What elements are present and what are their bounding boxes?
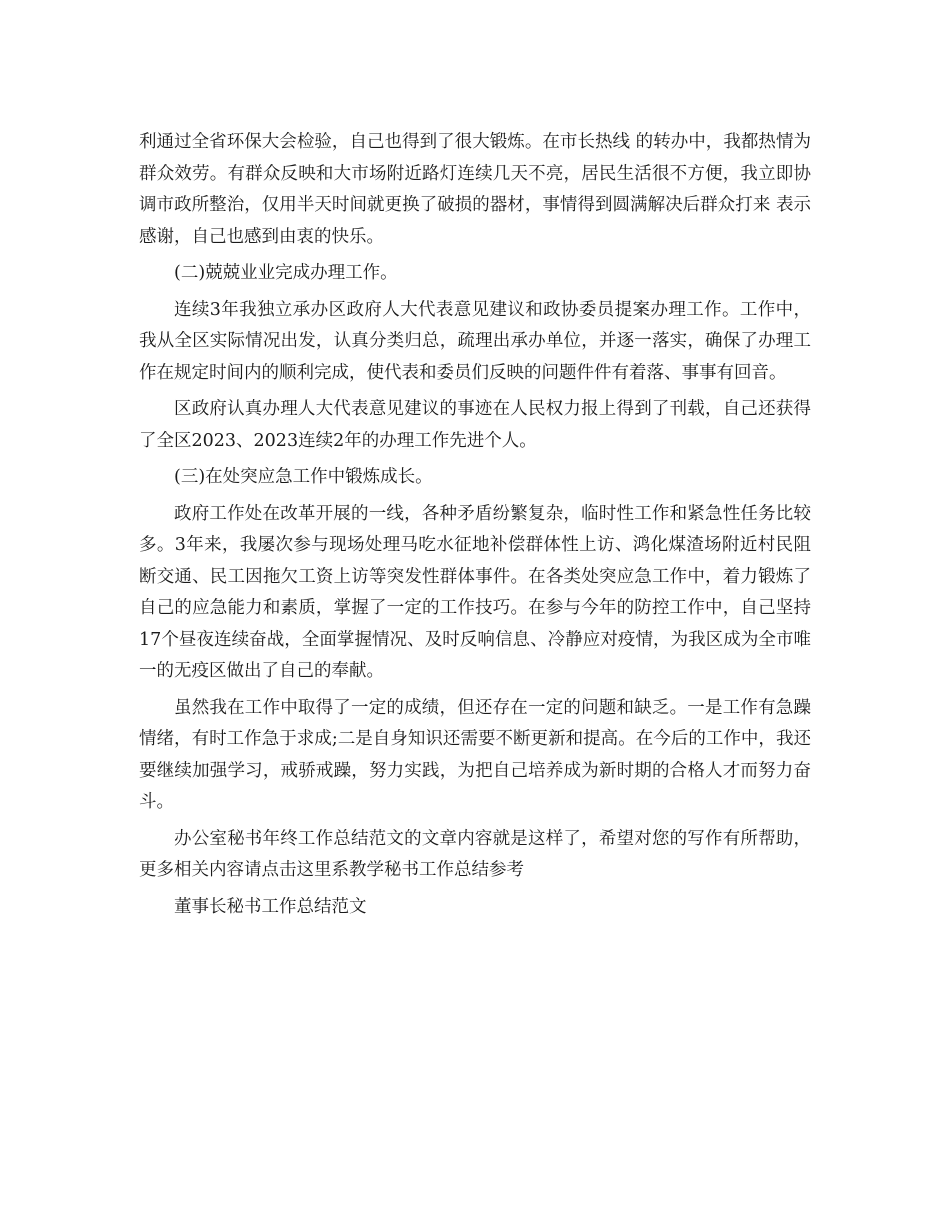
section-heading-3: (三)在处突应急工作中锻炼成长。 <box>174 467 433 487</box>
paragraph-shortcomings: 虽然我在工作中取得了一定的成绩，但还存在一定的问题和缺乏。一是工作有急躁情绪，有时工作急于求成;二是自身知识还需要不断更新和提高。在今后的工作中，我还要继续加强学习，戒骄戒躁，努力实践，为把自己培养成为新时期的合格人才而努力奋斗。 <box>139 697 811 812</box>
related-article-title: 董事长秘书工作总结范文 <box>174 896 367 917</box>
document-body <box>139 127 811 928</box>
paragraph-continuation: 利通过全省环保大会检验，自己也得到了很大锻炼。在市长热线 的转办中，我都热情为群众效劳。有群众反映和大市场附近路灯连续几天不亮，居民生活很不方便，我立即协调市政所整治，仅用半天时间就更换了破损的器材，事情得到圆满解决后群众打来 表示感谢，自己也感到由衷的快乐。 <box>139 132 811 247</box>
paragraph-emergency: 政府工作处在改革开展的一线，各种矛盾纷繁复杂，临时性工作和紧急性任务比较多。3年来，我屡次参与现场处理马吃水征地补偿群体性上访、鸿化煤渣场附近村民阻断交通、民工因拖欠工资上访等突发性群体事件。在各类处突应急工作中，着力锻炼了自己的应急能力和素质，掌握了一定的工作技巧。在参与今年的防控工作中，自己坚持17个昼夜连续奋战，全面掌握情况、及时反响信息、冷静应对疫情，为我区成为全市唯一的无疫区做出了自己的奉献。 <box>139 503 811 681</box>
paragraph-proposals: 连续3年我独立承办区政府人大代表意见建议和政协委员提案办理工作。工作中，我从全区实际情况出发，认真分类归总，疏理出承办单位，并逐一落实，确保了办理工作在规定时间内的顺利完成，使代表和委员们反映的问题件件有着落、事事有回音。 <box>139 299 811 383</box>
paragraph-closing: 办公室秘书年终工作总结范文的文章内容就是这样了，希望对您的写作有所帮助，更多相关内容请点击这里系教学秘书工作总结参考 <box>139 828 811 880</box>
paragraph-award: 区政府认真办理人大代表意见建议的事迹在人民权力报上得到了刊载，自己还获得了全区2023、2023连续2年的办理工作先进个人。 <box>139 399 811 451</box>
section-heading-2: (二)兢兢业业完成办理工作。 <box>174 263 398 283</box>
